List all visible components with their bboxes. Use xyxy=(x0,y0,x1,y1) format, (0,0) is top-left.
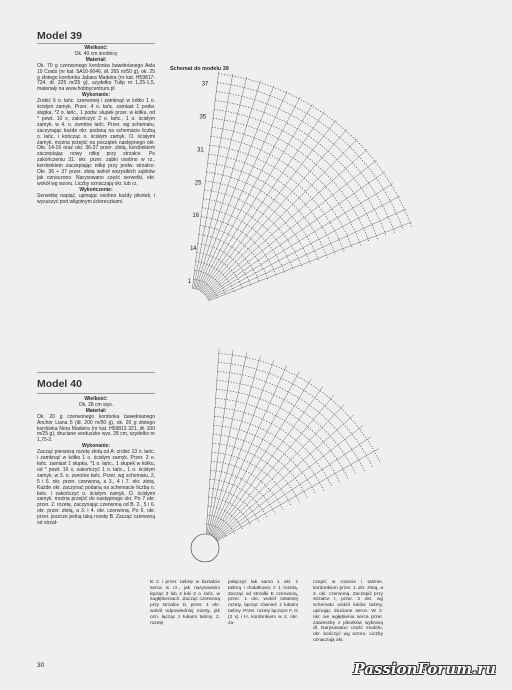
diagram39-round xyxy=(208,163,328,258)
diagram39-round xyxy=(201,217,276,277)
diagram39-round xyxy=(209,154,336,255)
diagram39-spoke xyxy=(206,172,385,297)
diagram40-spoke xyxy=(207,350,233,533)
model40-materials-heading: Materiał: xyxy=(85,407,107,414)
chart-label: Schemat do modelu 39 xyxy=(170,66,229,72)
diagram39-round xyxy=(199,235,260,283)
diagram39-spoke xyxy=(205,149,367,294)
model39-size-heading: Wielkość: xyxy=(84,45,108,51)
model39-materials-heading: Materiał: xyxy=(85,56,107,63)
diagram39-round xyxy=(203,199,293,270)
model40-size-heading: Wielkość: xyxy=(84,396,108,402)
model40-title: Model 40 xyxy=(37,378,82,390)
page-number: 30 xyxy=(37,662,45,669)
crochet-diagram xyxy=(150,58,500,578)
diagram-round-label: 25 xyxy=(194,180,202,187)
watermark: PassionForum.ru xyxy=(353,660,496,678)
diagram39-round xyxy=(200,226,268,280)
diagram39-round xyxy=(213,118,369,242)
model39-title: Model 39 xyxy=(37,30,82,42)
model39-execution-heading: Wykonanie: xyxy=(82,92,110,99)
diagram39-spoke xyxy=(207,184,393,298)
bottom-text-col2: połączyć tak samo 1 okr. z taśmą i dodatkowo z 1 rozetą. Zacząć od strzałki E czerwoną, przer. 1 okr. wokół ostatniej rozety, łącząc również z łukami taśmy. Przer. rozety łączące F, G (2 x) i H, kordonkiem w 2. okr. za- xyxy=(228,580,298,626)
diagram-round-label: 35 xyxy=(199,114,207,121)
model40-text xyxy=(37,397,155,527)
model40-execution-heading: Wykonanie: xyxy=(82,443,110,450)
diagram39-spoke xyxy=(208,209,406,300)
diagram40-spoke xyxy=(217,437,371,540)
diagram39-round xyxy=(216,92,395,234)
diagram39-spoke xyxy=(203,129,347,293)
diagram39-round xyxy=(196,261,234,292)
diagram40-spoke xyxy=(215,405,344,538)
model39-materials: Ok. 70 g czerwonego kordonka bawełnianego Aida 10 Coats (nr kat. 5A10-9046, dł. 265 m/50 g), ok. 25 g złotego kordonka Jabara Madeira (nr kat. H59817-724, dł. 225 m/25 g), szydełko Tulip nr 1,25-1,5, materiały na www.hobbycentrum.pl xyxy=(37,62,155,93)
diagram40-center-ring xyxy=(191,534,219,562)
diagram39-round xyxy=(197,252,243,288)
diagram39-spoke xyxy=(206,160,377,295)
diagram39-spoke xyxy=(199,97,300,290)
model39-size: Ok. 40 cm średnicy xyxy=(74,50,118,57)
diagram40-spoke xyxy=(213,379,311,536)
model40-divider xyxy=(37,393,155,394)
diagram40-spoke xyxy=(211,365,287,534)
diagram40-spoke xyxy=(215,395,334,536)
diagram39-spoke xyxy=(204,139,357,294)
model40-materials: Ok. 20 g czerwonego kordonka bawełnianego Anchor Liana 5 (dł. 200 m/50 g), ok. 20 g złotego kordonka Nora Madeira (nr kat. H59813 321, dł. 100 m/25 g), druciane serduszko wys. 28 cm, szydełko nr 1,75-2. xyxy=(37,413,155,444)
diagram39-round xyxy=(198,243,251,285)
model40-execution: Zacząć pierwszą rozetę złotą od A: zrobić 13 o. łańc. i zamknąć w kółko 1 o. ścisłym zamyk. Przer. 3 o. łańc. zamiast 1 słupka, *1 o. łańc., 1 słupek w kółku, od * powt. 16 x, zakończyć 1 o. łańc., 1 o. ścisłym zamyk. w 3. o. zwrotne łańc. Przer. wg schematu, 2, 5 i 6. okr. przer. czerwoną, a 3., 4 i 7. okr. złotą. Każde okr. zaczynać podaną na schemacie liczbą o. łańc. i zakończyć o. ścisłym zamyk. O. ścisłymi zamyk. można przejść do następnego okr. Po 7 okr. przer. 2. rozetę, zaczynając czerwoną od B. 2., 5 i 6. okr. przer. złotą, a 3. i 4. okr. czerwoną. Po 6. okr. przer. jeszcze jedną taką rozetę B. Zacząć czerwoną od strzał- xyxy=(37,449,155,527)
model39-divider xyxy=(37,43,155,44)
diagram-round-label: 31 xyxy=(197,147,204,154)
diagram40-spoke xyxy=(216,415,354,538)
diagram39-round xyxy=(207,172,319,261)
diagram40-spoke xyxy=(217,425,363,538)
diagram39-round xyxy=(202,208,285,274)
diagram39-round xyxy=(215,101,386,237)
diagram39-round xyxy=(217,83,403,231)
diagram-round-label: 16 xyxy=(192,213,200,220)
diagram-round-label: 37 xyxy=(201,81,209,88)
model40-size: Ok. 28 cm wys. xyxy=(78,401,114,408)
model39-text xyxy=(37,46,155,205)
diagram39-spoke xyxy=(208,196,400,299)
model39-finishing-heading: Wykończenie: xyxy=(79,186,113,193)
model39-finishing: Serwetkę napiąć, upinając osobno każdy pikotek, i wysuszyć pod wilgotnym ściereczkami. xyxy=(37,192,155,205)
diagram-round-label: 14 xyxy=(190,246,197,253)
diagram40-spoke xyxy=(210,360,274,534)
bottom-text-col1: ki C i przer. taśmę w kształcie serca w rz., jak narysowano łącząc 3 lub 4 łuki 2 o. łańc. w zagłębieniach. Zacząć czerwoną przy strzałce D, przer. 1 okr. wokół odpowiedniej rozety, jak ozn. łącząc z łukami taśmy. 2. rozetę xyxy=(150,580,220,626)
diagram39-round xyxy=(214,109,378,239)
diagram40-spoke xyxy=(218,449,379,541)
diagram39-round xyxy=(204,190,301,267)
bottom-text-col3: czepić w rozecie i taśmie, kordonkiem przer. 1 okr. złotą, a 2. okr. czerwoną. Zaczepić przy strzałce I, przer. 2 okr. wg schematu wokół łuków taśmy, upinając druciane serce. W 2. okr. we wgłębieniu serca przer. zawieszkę z pikotków wybraną dł. Narysowano część modelu, okr. kończyć wg wzoru. Liczby oznaczają okr. xyxy=(313,580,383,643)
diagram39-spoke xyxy=(209,222,412,301)
diagram39-spoke xyxy=(201,112,324,292)
model40-divider-top xyxy=(37,372,155,373)
model39-execution: Zrobić 6 o. łańc. czerwonej i zamknąć w kółko 1 o. ścisłym zamyk. Przer. 4 o. łańc. zamiast 1 podw. słupka, *2 o. łańc., 1 podw. słupek przer. w kółku, od * powt. 10 x, zakończyć 2 o. łańc., 1 o. ścisłym zamyk. w 4. o. zwrotne łańc. Przer. wg schematu, zaczynając każde okr. podaną na schemacie liczbą o. łańc. i kończąc o. ścisłym zamyk. O. ścisłymi zamyk. można przejść na początek następnego okr. Okr. 14-16 oraz okr. 36-37 przer. złotą, kordonkiem zaczepiając nowy nitkę przy strzałce. Po zakończeniu 31. okr. przer. ząbki osobno w rz., kordonkiem zaczepiając nitkę przy podw. strzałce. Okr. 36 + 37 przer. złotą wokół wszystkich ząbków jak oznaczono. Narysowano część serwetki, okr. wokół wg wzoru. Liczby oznaczają okr. lub rz. xyxy=(37,98,155,187)
diagram39-spoke xyxy=(202,120,336,292)
diagram-round-label: 1 xyxy=(187,279,192,286)
